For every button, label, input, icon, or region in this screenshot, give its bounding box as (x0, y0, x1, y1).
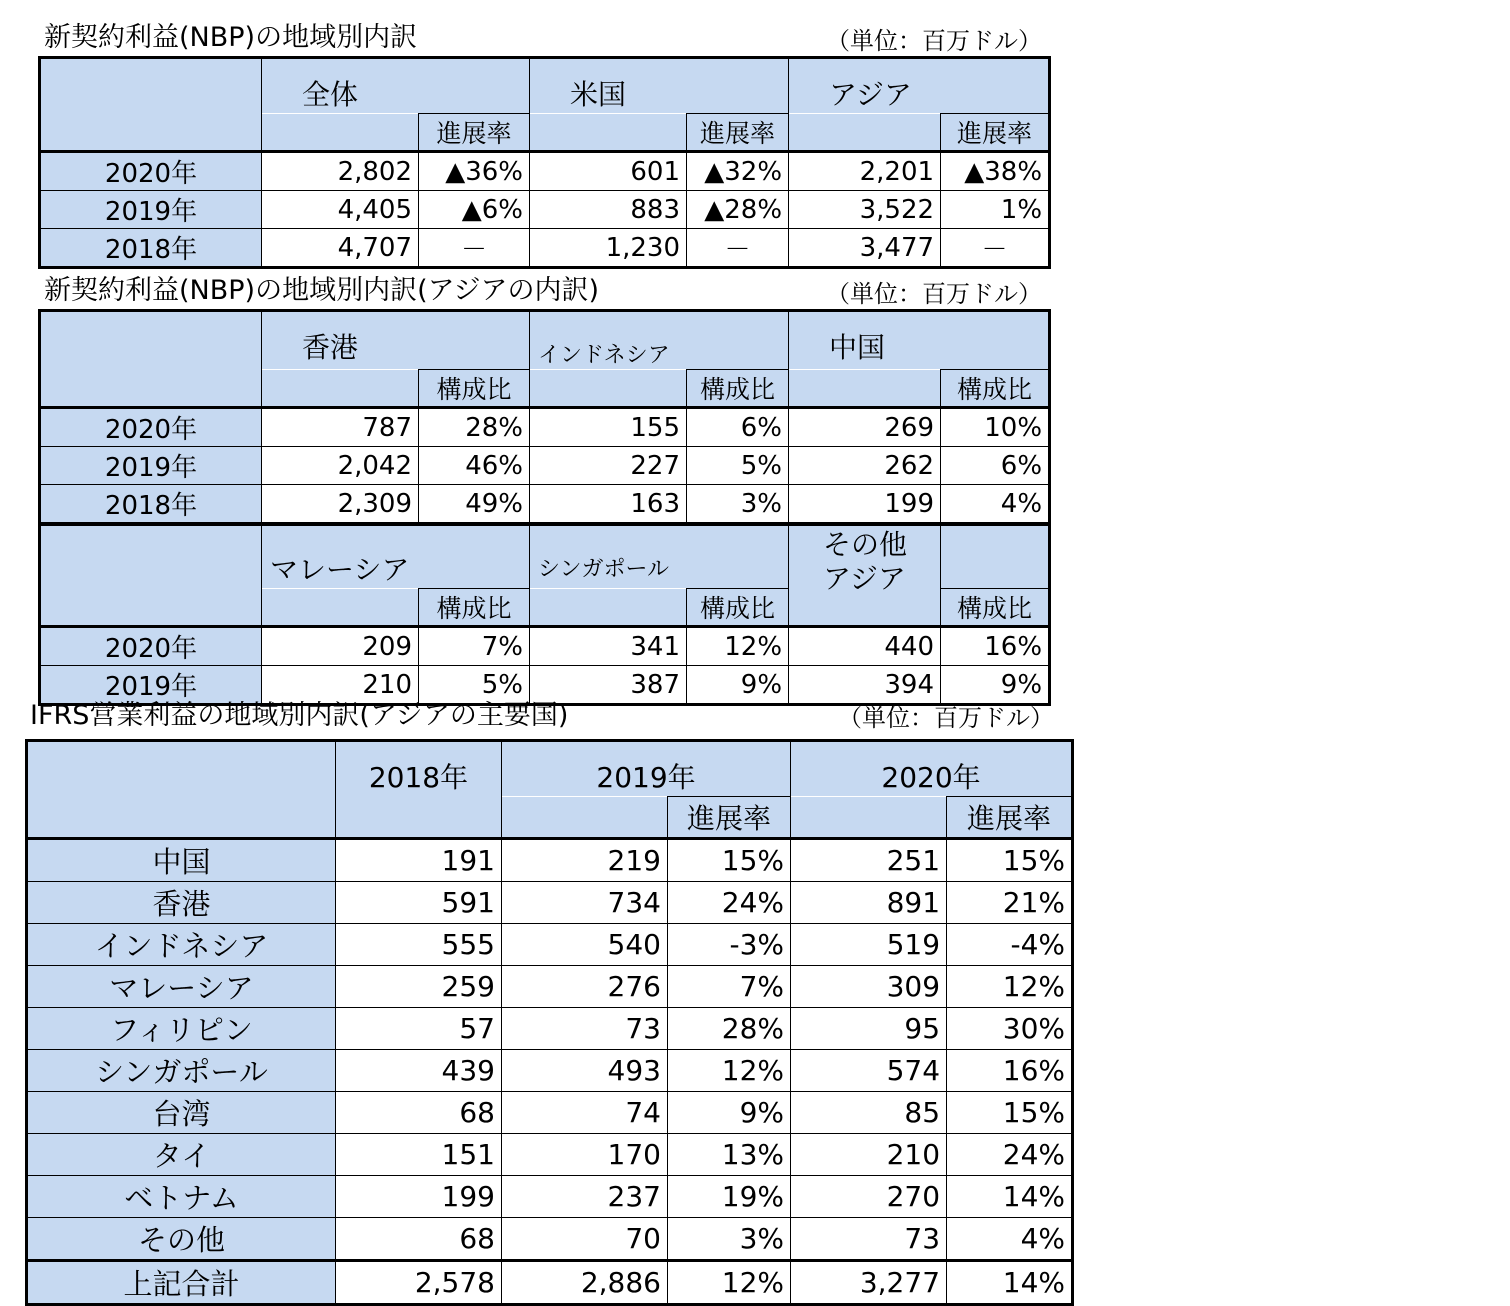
group-header: 全体 (262, 58, 530, 114)
cell: 24% (668, 882, 791, 924)
table-row (27, 839, 1073, 882)
sub-header: 構成比 (941, 589, 1050, 627)
row-label: 2020年 (40, 408, 262, 447)
cell: 155 (530, 408, 687, 447)
cell: － (687, 229, 789, 268)
sub-header: 構成比 (687, 589, 789, 627)
cell: 2,309 (262, 485, 419, 524)
table-row (40, 485, 1050, 524)
group-header: マレーシア (262, 525, 530, 589)
row-label: シンガポール (27, 1050, 336, 1092)
row-label: 中国 (27, 839, 336, 882)
sub-header: 進展率 (668, 797, 791, 839)
cell: 219 (502, 839, 668, 882)
row-label: 香港 (27, 882, 336, 924)
cell: 151 (336, 1134, 502, 1176)
cell: 16% (941, 627, 1050, 666)
group-header-line2: アジア (823, 562, 906, 595)
cell: ▲36% (419, 152, 530, 191)
row-label: マレーシア (27, 966, 336, 1008)
cell: 12% (687, 627, 789, 666)
table-row (27, 924, 1073, 966)
header-blank (262, 370, 419, 408)
cell: ▲38% (941, 152, 1050, 191)
cell: 199 (789, 485, 941, 524)
table1 (38, 56, 1051, 269)
table-row (27, 1092, 1073, 1134)
cell: 5% (419, 666, 530, 705)
cell: 74 (502, 1092, 668, 1134)
cell: 3,522 (789, 191, 941, 229)
table2b (38, 523, 1051, 706)
header-corner (27, 741, 336, 839)
cell: 210 (791, 1134, 947, 1176)
cell: － (419, 229, 530, 268)
cell: 259 (336, 966, 502, 1008)
cell: -4% (947, 924, 1073, 966)
group-header: インドネシア (530, 311, 789, 370)
cell: 341 (530, 627, 687, 666)
group-header: 香港 (262, 311, 530, 370)
cell: 2,886 (502, 1261, 668, 1305)
table2-unit: （単位：百万ドル） (826, 280, 1042, 308)
cell: 70 (502, 1218, 668, 1261)
cell: 10% (941, 408, 1050, 447)
cell: 440 (789, 627, 941, 666)
sub-header: 構成比 (419, 370, 530, 408)
cell: 2,802 (262, 152, 419, 191)
row-label: 上記合計 (27, 1261, 336, 1305)
sub-header: 進展率 (947, 797, 1073, 839)
row-label: その他 (27, 1218, 336, 1261)
cell: ▲32% (687, 152, 789, 191)
cell: 439 (336, 1050, 502, 1092)
cell: 591 (336, 882, 502, 924)
table-row (27, 1134, 1073, 1176)
row-label: 2020年 (40, 627, 262, 666)
cell: 3% (687, 485, 789, 524)
table3-header-row (27, 741, 1073, 797)
header-blank (789, 370, 941, 408)
cell: 199 (336, 1176, 502, 1218)
row-label: フィリピン (27, 1008, 336, 1050)
row-label: 台湾 (27, 1092, 336, 1134)
cell: 4% (941, 485, 1050, 524)
group-header: アジア (789, 58, 1050, 114)
cell: 394 (789, 666, 941, 705)
cell: 210 (262, 666, 419, 705)
year-header: 2019年 (502, 741, 791, 797)
row-label: タイ (27, 1134, 336, 1176)
table-row (27, 1176, 1073, 1218)
cell: 574 (791, 1050, 947, 1092)
cell: 57 (336, 1008, 502, 1050)
header-blank (530, 370, 687, 408)
cell: 3% (668, 1218, 791, 1261)
cell: 7% (419, 627, 530, 666)
cell: 309 (791, 966, 947, 1008)
sub-header: 進展率 (687, 114, 789, 152)
cell: 30% (947, 1008, 1073, 1050)
table-row (27, 1218, 1073, 1261)
header-corner (40, 311, 262, 408)
cell: 73 (502, 1008, 668, 1050)
table2-title: 新契約利益(NBP)の地域別内訳(アジアの内訳) (44, 275, 600, 306)
row-label: ベトナム (27, 1176, 336, 1218)
table-row (40, 627, 1050, 666)
sub-header: 構成比 (941, 370, 1050, 408)
cell: 5% (687, 447, 789, 485)
cell: 24% (947, 1134, 1073, 1176)
group-header: シンガポール (530, 525, 789, 589)
cell: 15% (947, 1092, 1073, 1134)
cell: 4% (947, 1218, 1073, 1261)
cell: 28% (668, 1008, 791, 1050)
header-blank (941, 525, 1050, 589)
row-label: 2019年 (40, 666, 262, 705)
table-row (27, 1008, 1073, 1050)
cell: 9% (941, 666, 1050, 705)
cell: 13% (668, 1134, 791, 1176)
cell: 387 (530, 666, 687, 705)
cell: 269 (789, 408, 941, 447)
cell: 12% (668, 1050, 791, 1092)
cell: ▲6% (419, 191, 530, 229)
header-blank (530, 589, 687, 627)
total-row (27, 1261, 1073, 1305)
table-row (27, 882, 1073, 924)
group-header-line1: その他 (823, 528, 908, 561)
table3-unit: （単位：百万ドル） (838, 704, 1054, 732)
cell: 68 (336, 1218, 502, 1261)
table2-header-row (40, 311, 1050, 370)
cell: 270 (791, 1176, 947, 1218)
cell: 14% (947, 1176, 1073, 1218)
cell: 209 (262, 627, 419, 666)
table-row (40, 191, 1050, 229)
cell: ▲28% (687, 191, 789, 229)
cell: 555 (336, 924, 502, 966)
cell: 6% (941, 447, 1050, 485)
year-header: 2018年 (336, 741, 502, 839)
table1-title: 新契約利益(NBP)の地域別内訳 (44, 22, 418, 53)
cell: － (941, 229, 1050, 268)
cell: 68 (336, 1092, 502, 1134)
table-row (40, 408, 1050, 447)
cell: 276 (502, 966, 668, 1008)
cell: 6% (687, 408, 789, 447)
cell: 891 (791, 882, 947, 924)
header-blank (530, 114, 687, 152)
header-corner (40, 58, 262, 152)
header-blank (789, 114, 941, 152)
cell: 787 (262, 408, 419, 447)
cell: 21% (947, 882, 1073, 924)
cell: 15% (668, 839, 791, 882)
cell: 2,578 (336, 1261, 502, 1305)
cell: 49% (419, 485, 530, 524)
cell: 4,707 (262, 229, 419, 268)
cell: 237 (502, 1176, 668, 1218)
header-corner (40, 525, 262, 627)
cell: 9% (687, 666, 789, 705)
row-label: 2019年 (40, 191, 262, 229)
cell: 883 (530, 191, 687, 229)
table-row (40, 229, 1050, 268)
table-row (40, 152, 1050, 191)
cell: 163 (530, 485, 687, 524)
cell: 262 (789, 447, 941, 485)
cell: 85 (791, 1092, 947, 1134)
cell: 2,201 (789, 152, 941, 191)
table3-title: IFRS営業利益の地域別内訳(アジアの主要国) (30, 700, 569, 731)
sub-header: 構成比 (687, 370, 789, 408)
table1-header-row (40, 58, 1050, 114)
table3 (25, 739, 1074, 1306)
table-row (40, 666, 1050, 705)
cell: 251 (791, 839, 947, 882)
group-header (789, 525, 941, 627)
cell: 1% (941, 191, 1050, 229)
cell: 493 (502, 1050, 668, 1092)
sub-header: 構成比 (419, 589, 530, 627)
table1-unit: （単位：百万ドル） (826, 27, 1042, 55)
cell: 601 (530, 152, 687, 191)
cell: 540 (502, 924, 668, 966)
header-blank (262, 589, 419, 627)
cell: 4,405 (262, 191, 419, 229)
cell: 519 (791, 924, 947, 966)
row-label: 2019年 (40, 447, 262, 485)
cell: 28% (419, 408, 530, 447)
header-blank (502, 797, 668, 839)
table-row (40, 447, 1050, 485)
row-label: 2018年 (40, 485, 262, 524)
table-row (27, 966, 1073, 1008)
cell: 19% (668, 1176, 791, 1218)
row-label: 2020年 (40, 152, 262, 191)
cell: 9% (668, 1092, 791, 1134)
cell: 3,477 (789, 229, 941, 268)
cell: 1,230 (530, 229, 687, 268)
row-label: インドネシア (27, 924, 336, 966)
cell: 16% (947, 1050, 1073, 1092)
cell: 15% (947, 839, 1073, 882)
cell: 95 (791, 1008, 947, 1050)
cell: 170 (502, 1134, 668, 1176)
cell: 734 (502, 882, 668, 924)
group-header: 中国 (789, 311, 1050, 370)
header-blank (262, 114, 419, 152)
cell: 3,277 (791, 1261, 947, 1305)
cell: 73 (791, 1218, 947, 1261)
cell: 227 (530, 447, 687, 485)
cell: -3% (668, 924, 791, 966)
cell: 7% (668, 966, 791, 1008)
group-header: 米国 (530, 58, 789, 114)
table-row (27, 1050, 1073, 1092)
cell: 2,042 (262, 447, 419, 485)
cell: 14% (947, 1261, 1073, 1305)
header-blank (791, 797, 947, 839)
table2b-header-row (40, 525, 1050, 589)
cell: 191 (336, 839, 502, 882)
cell: 46% (419, 447, 530, 485)
cell: 12% (947, 966, 1073, 1008)
sub-header: 進展率 (419, 114, 530, 152)
cell: 12% (668, 1261, 791, 1305)
year-header: 2020年 (791, 741, 1073, 797)
row-label: 2018年 (40, 229, 262, 268)
table2 (38, 309, 1051, 525)
sub-header: 進展率 (941, 114, 1050, 152)
